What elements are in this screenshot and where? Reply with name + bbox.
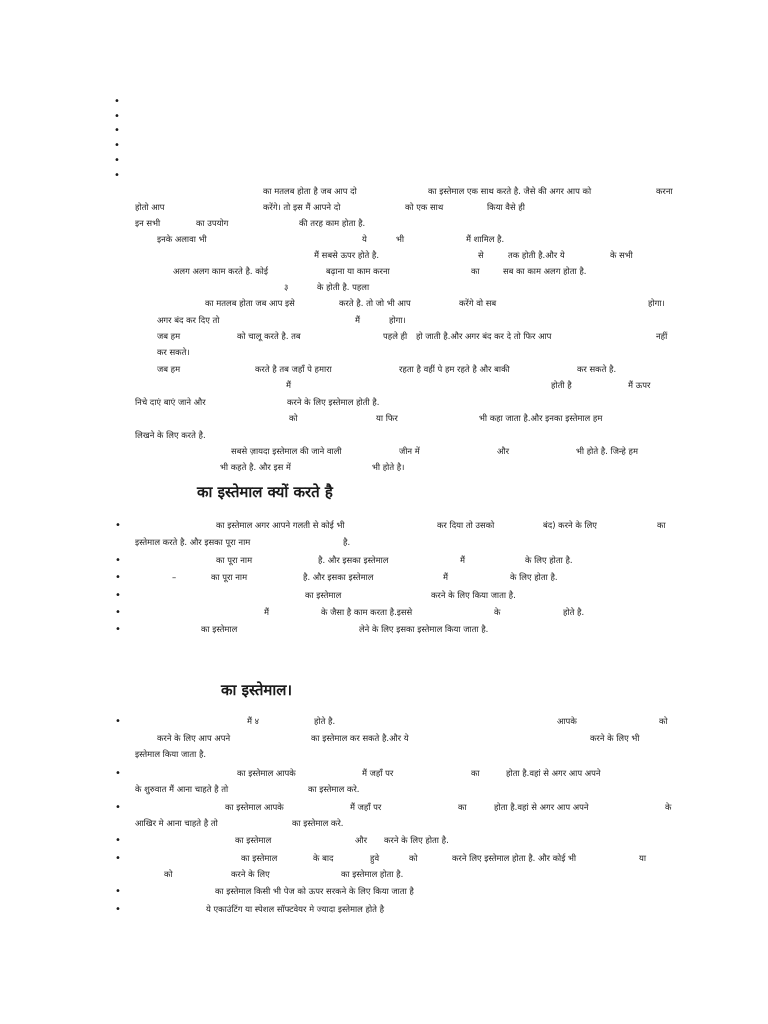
text-fragment: के शुरुवात मैं आना चाहते है तो	[135, 784, 229, 794]
text-fragment: को चालू करते है. तब	[237, 331, 301, 341]
text-fragment: जब हम	[157, 331, 181, 341]
text-fragment: मैं शामिल है.	[466, 234, 505, 244]
text-fragment: का	[458, 802, 467, 812]
bullet-marker: •	[115, 802, 121, 813]
bullet-marker: •	[115, 590, 121, 601]
text-fragment: करने के लिए किया जाता है.	[431, 590, 516, 600]
text-fragment: को	[659, 716, 668, 726]
bullet-marker: •	[114, 96, 120, 107]
text-fragment: आखिर मे आना चाहते है तो	[135, 818, 218, 828]
text-fragment: के सभी	[610, 250, 633, 260]
bullet-marker: •	[114, 125, 120, 136]
text-fragment: का इस्तेमाल अगर आपने गलती से कोई भी	[216, 520, 345, 530]
text-fragment: है. और इसका इस्तेमाल	[318, 555, 389, 565]
bullet-marker: •	[115, 555, 121, 566]
text-fragment: का इस्तेमाल	[201, 624, 238, 634]
text-fragment: का इस्तेमाल कर सकते है.और ये	[311, 733, 409, 743]
text-fragment: भी होते है. जिन्हे हम	[576, 446, 638, 456]
text-fragment: के लिए होता है.	[510, 572, 558, 582]
text-fragment: मैं जहाँ पर	[350, 802, 382, 812]
text-fragment: करेंगे। तो इस मैं आपने दो	[263, 202, 341, 212]
text-fragment: के जैसा है काम करता है.इससे	[321, 607, 413, 617]
text-fragment: करते है. तो जो भी आप	[339, 298, 411, 308]
text-fragment: अगर बंद कर दिए तो	[157, 315, 220, 325]
text-fragment: बंद) करने के लिए	[543, 520, 597, 530]
text-fragment: का इस्तेमाल करे.	[292, 818, 344, 828]
text-fragment: के	[494, 607, 501, 617]
section-heading-usage: का इस्तेमाल।	[221, 681, 293, 699]
text-fragment: निचे दाएं बाएं जाने और	[135, 397, 206, 407]
text-fragment: इनके अलावा भी	[157, 234, 207, 244]
text-fragment: करते है तब जहाँ पे हमारा	[255, 364, 332, 374]
text-fragment: सब का काम अलग होता है.	[503, 266, 587, 276]
bullet-marker: •	[114, 170, 120, 181]
text-fragment: होते है.	[563, 607, 585, 617]
text-fragment: होगा।	[389, 315, 406, 325]
text-fragment: को एक साथ	[405, 202, 444, 212]
text-fragment: को	[289, 413, 298, 423]
text-fragment: मैं	[443, 572, 449, 582]
bullet-marker: •	[115, 768, 121, 779]
text-fragment: –	[172, 572, 177, 582]
text-fragment: का इस्तेमाल करे.	[308, 784, 360, 794]
bullet-marker: •	[114, 155, 120, 166]
text-fragment: इस्तेमाल किया जाता है.	[135, 749, 207, 759]
text-fragment: का	[657, 520, 666, 530]
text-fragment: बढ़ाना या काम करना	[326, 266, 390, 276]
text-fragment: रहता है वहीं पे हम रहते है और बाकी	[399, 364, 510, 374]
text-fragment: होता है.वहां से अगर आप अपने	[494, 802, 589, 812]
text-fragment: है. और इसका इस्तेमाल	[303, 572, 374, 582]
text-fragment: पहले ही	[383, 331, 408, 341]
text-fragment: का इस्तेमाल	[241, 853, 278, 863]
text-fragment: का मतलब होता है जब आप दो	[263, 186, 357, 196]
text-fragment: या फिर	[376, 413, 398, 423]
text-fragment: का इस्तेमाल होता है.	[341, 869, 404, 879]
bullet-marker: •	[115, 835, 121, 846]
text-fragment: का	[471, 768, 480, 778]
text-fragment: सबसे ज़ायदा इस्तेमाल की जाने वाली	[231, 446, 342, 456]
text-fragment: किया वैसे ही	[487, 202, 525, 212]
section-heading-why-use: का इस्तेमाल क्यों करते है	[197, 483, 333, 501]
text-fragment: के बाद	[313, 853, 334, 863]
text-fragment: का इस्तेमाल आपके	[237, 768, 296, 778]
text-fragment: ३	[284, 282, 289, 292]
text-fragment: भी कहा जाता है.और इनका इस्तेमाल हम	[479, 413, 603, 423]
text-fragment: करने के लिए भी	[590, 733, 640, 743]
text-fragment: कर सकते।	[157, 347, 190, 357]
bullet-marker: •	[115, 572, 121, 583]
text-fragment: मैं सबसे ऊपर होते है.	[314, 250, 380, 260]
text-fragment: लिखने के लिए करते है.	[135, 430, 206, 440]
text-fragment: का इस्तेमाल	[305, 590, 342, 600]
text-fragment: होती है	[551, 380, 572, 390]
text-fragment: मैं	[286, 380, 292, 390]
text-fragment: को	[409, 853, 418, 863]
text-fragment: मैं	[460, 555, 466, 565]
text-fragment: का इस्तेमाल किसी भी पेज को ऊपर सरकने के लिए किया जाता है	[215, 886, 414, 896]
bullet-marker: •	[115, 853, 121, 864]
text-fragment: के लिए होता है.	[525, 555, 573, 565]
text-fragment: का इस्तेमाल आपके	[225, 802, 284, 812]
text-fragment: मैं	[264, 607, 270, 617]
text-fragment: अलग अलग काम करते है. कोई	[173, 266, 268, 276]
text-fragment: का इस्तेमाल एक साथ करते है. जैसे की अगर आप को	[428, 186, 592, 196]
text-fragment: का	[471, 266, 480, 276]
text-fragment: ये एकाउंटिंग या स्पेशल सॉफ्टवेयर मे ज्यादा इस्तेमाल होते है	[206, 904, 385, 914]
text-fragment: का पूरा नाम	[216, 555, 253, 565]
text-fragment: करने लिए इस्तेमाल होता है. और कोई भी	[452, 853, 577, 863]
bullet-marker: •	[114, 140, 120, 151]
text-fragment: भी कहते है. और इस में	[220, 462, 291, 472]
text-fragment: कर सकते है.	[577, 364, 617, 374]
text-fragment: जब हम	[157, 364, 181, 374]
text-fragment: इन सभी	[135, 218, 161, 228]
text-fragment: करने के लिए आप अपने	[157, 733, 231, 743]
text-fragment: होता है.वहां से अगर आप अपने	[506, 768, 601, 778]
text-fragment: कर दिया तो उसको	[437, 520, 495, 530]
text-fragment: होतो आप	[135, 202, 165, 212]
text-fragment: ये	[362, 234, 367, 244]
text-fragment: होते है.	[314, 716, 336, 726]
text-fragment: मैं ऊपर	[628, 380, 651, 390]
bullet-marker: •	[115, 886, 121, 897]
text-fragment: भी होते है।	[372, 462, 405, 472]
bullet-marker: •	[115, 904, 121, 915]
text-fragment: के होती है. पहला	[317, 282, 370, 292]
text-fragment: के	[665, 802, 672, 812]
text-fragment: करने के लिए	[231, 869, 270, 879]
text-fragment: और	[355, 835, 367, 845]
text-fragment: करना	[656, 186, 673, 196]
text-fragment: मैं ४	[247, 716, 260, 726]
text-fragment: और	[497, 446, 509, 456]
text-fragment: करेंगे वो सब	[459, 298, 497, 308]
text-fragment: तक होती है.और ये	[508, 250, 565, 260]
bullet-marker: •	[115, 716, 121, 727]
text-fragment: नहीं	[656, 331, 668, 341]
text-fragment: करने के लिए होता है.	[384, 835, 449, 845]
text-fragment: का इस्तेमाल	[235, 835, 272, 845]
bullet-marker: •	[115, 607, 121, 618]
text-fragment: मैं	[355, 315, 361, 325]
text-fragment: मैं जहाँ पर	[362, 768, 394, 778]
text-fragment: होगा।	[648, 298, 665, 308]
text-fragment: की तरह काम होता है.	[299, 218, 366, 228]
text-fragment: इस्तेमाल करते है. और इसका पूरा नाम	[135, 537, 251, 547]
text-fragment: का पूरा नाम	[211, 572, 248, 582]
text-fragment: को	[164, 869, 173, 879]
text-fragment: का उपयोग	[196, 218, 229, 228]
text-fragment: करने के लिए इस्तेमाल होती है.	[287, 397, 380, 407]
text-fragment: का मतलब होता जब आप इसे	[205, 298, 295, 308]
text-fragment: हुवे	[370, 853, 380, 863]
text-fragment: हो जाती है.और अगर बंद कर दे तो फिर आप	[416, 331, 552, 341]
text-fragment: है.	[343, 537, 351, 547]
text-fragment: लेने के लिए इसका इस्तेमाल किया जाता है.	[359, 624, 489, 634]
bullet-marker: •	[115, 520, 121, 531]
text-fragment: भी	[396, 234, 405, 244]
text-fragment: से	[478, 250, 484, 260]
text-fragment: या	[639, 853, 647, 863]
bullet-marker: •	[115, 624, 121, 635]
text-fragment: आपके	[557, 716, 577, 726]
text-fragment: जीन में	[399, 446, 420, 456]
bullet-marker: •	[114, 111, 120, 122]
